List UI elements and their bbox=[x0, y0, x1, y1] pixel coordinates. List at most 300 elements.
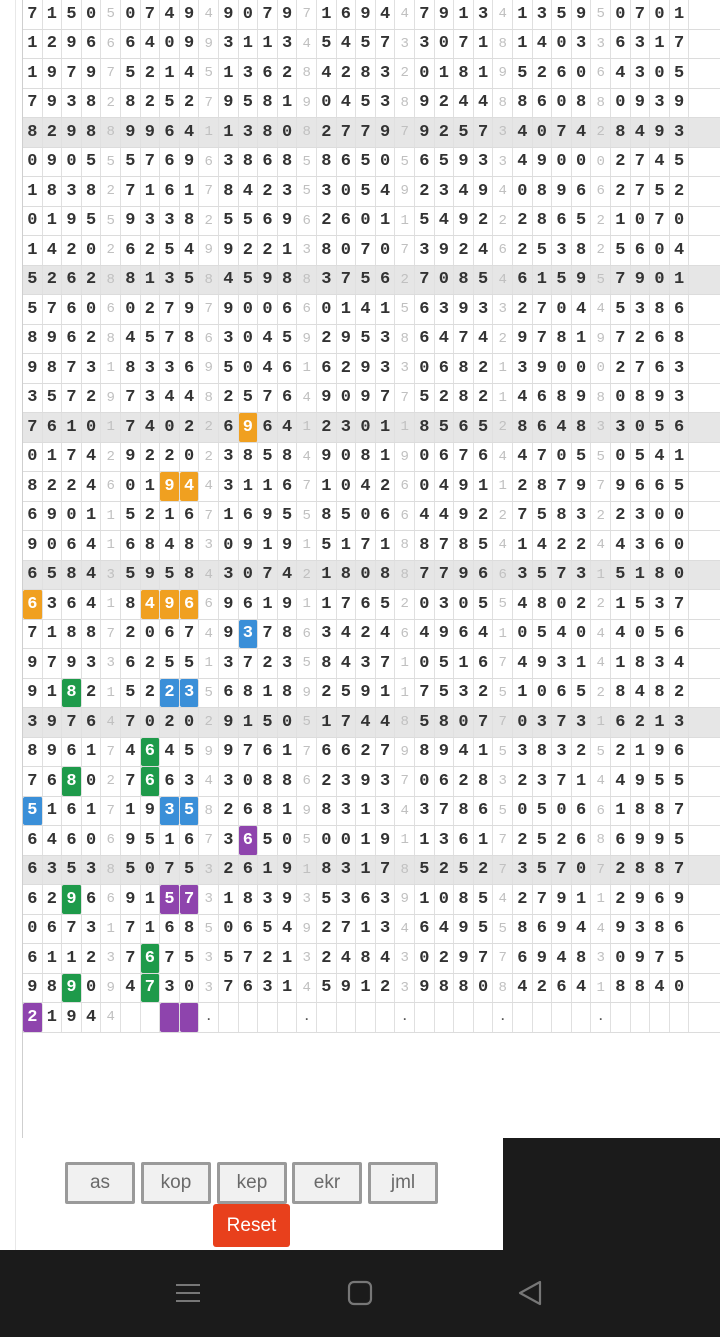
grid-cell[interactable]: 8 bbox=[101, 325, 121, 354]
grid-cell[interactable]: 5 bbox=[43, 384, 63, 413]
grid-cell[interactable]: 0 bbox=[631, 413, 651, 442]
grid-cell[interactable]: 1 bbox=[121, 797, 141, 826]
grid-cell[interactable]: 7 bbox=[219, 974, 239, 1003]
grid-cell[interactable]: 6 bbox=[415, 915, 435, 944]
grid-cell[interactable]: 9 bbox=[493, 59, 513, 88]
grid-cell[interactable]: 3 bbox=[199, 974, 219, 1003]
grid-cell[interactable]: 5 bbox=[670, 767, 690, 796]
grid-cell[interactable]: 5 bbox=[493, 915, 513, 944]
grid-cell[interactable]: 8 bbox=[395, 89, 415, 118]
grid-cell[interactable]: 9 bbox=[278, 0, 298, 29]
grid-cell[interactable]: 3 bbox=[199, 885, 219, 914]
grid-cell[interactable]: 2 bbox=[572, 590, 592, 619]
grid-cell[interactable]: 3 bbox=[258, 885, 278, 914]
grid-cell[interactable]: 9 bbox=[552, 177, 572, 206]
grid-cell[interactable]: 5 bbox=[454, 856, 474, 885]
grid-cell[interactable]: 4 bbox=[101, 1003, 121, 1032]
grid-cell[interactable]: 9 bbox=[199, 354, 219, 383]
grid-cell[interactable]: 0 bbox=[121, 295, 141, 324]
grid-cell[interactable]: 1 bbox=[415, 885, 435, 914]
grid-cell[interactable]: 2 bbox=[101, 236, 121, 265]
grid-cell[interactable]: 8 bbox=[219, 177, 239, 206]
grid-cell[interactable]: 8 bbox=[552, 384, 572, 413]
grid-cell[interactable]: 8 bbox=[552, 325, 572, 354]
grid-cell[interactable]: 7 bbox=[395, 236, 415, 265]
kep-button[interactable]: kep bbox=[217, 1162, 287, 1204]
grid-cell[interactable]: 1 bbox=[317, 708, 337, 737]
grid-cell[interactable]: 5 bbox=[631, 590, 651, 619]
grid-cell[interactable]: 2 bbox=[356, 738, 376, 767]
grid-cell[interactable]: 2 bbox=[317, 944, 337, 973]
grid-cell[interactable]: 1 bbox=[43, 797, 63, 826]
grid-cell[interactable]: 1 bbox=[395, 679, 415, 708]
grid-cell[interactable]: 1 bbox=[356, 797, 376, 826]
grid-cell[interactable]: 4 bbox=[278, 561, 298, 590]
grid-cell[interactable]: 0 bbox=[474, 974, 494, 1003]
grid-cell[interactable]: 5 bbox=[474, 413, 494, 442]
grid-cell[interactable]: 5 bbox=[591, 738, 611, 767]
grid-cell[interactable]: 9 bbox=[219, 620, 239, 649]
grid-cell[interactable]: 1 bbox=[376, 413, 396, 442]
grid-cell[interactable]: 5 bbox=[572, 679, 592, 708]
grid-cell[interactable]: 2 bbox=[435, 384, 455, 413]
grid-cell[interactable]: 1 bbox=[395, 207, 415, 236]
grid-cell[interactable]: 6 bbox=[101, 30, 121, 59]
grid-cell[interactable]: 2 bbox=[141, 295, 161, 324]
grid-cell[interactable]: 7 bbox=[62, 59, 82, 88]
grid-cell[interactable]: 3 bbox=[101, 944, 121, 973]
grid-cell[interactable]: 8 bbox=[121, 266, 141, 295]
grid-cell[interactable]: 4 bbox=[611, 59, 631, 88]
grid-cell[interactable]: 4 bbox=[376, 708, 396, 737]
grid-cell[interactable]: 5 bbox=[297, 649, 317, 678]
grid-cell[interactable]: 2 bbox=[160, 679, 180, 708]
grid-cell[interactable]: 1 bbox=[435, 59, 455, 88]
grid-cell[interactable]: 4 bbox=[631, 679, 651, 708]
grid-cell[interactable]: 6 bbox=[101, 885, 121, 914]
grid-cell[interactable]: 0 bbox=[415, 59, 435, 88]
grid-cell[interactable]: 3 bbox=[631, 30, 651, 59]
grid-cell[interactable]: 7 bbox=[23, 620, 43, 649]
grid-cell[interactable]: 4 bbox=[454, 89, 474, 118]
grid-cell[interactable]: 2 bbox=[591, 236, 611, 265]
grid-cell[interactable]: 7 bbox=[141, 974, 161, 1003]
grid-cell[interactable]: 1 bbox=[317, 561, 337, 590]
grid-cell[interactable]: 0 bbox=[415, 472, 435, 501]
grid-cell[interactable]: 8 bbox=[533, 590, 553, 619]
grid-cell[interactable]: 8 bbox=[297, 118, 317, 147]
grid-cell[interactable]: 7 bbox=[199, 177, 219, 206]
grid-cell[interactable]: 3 bbox=[670, 354, 690, 383]
grid-cell[interactable]: 1 bbox=[199, 649, 219, 678]
grid-cell[interactable] bbox=[454, 1003, 474, 1032]
grid-cell[interactable]: 5 bbox=[180, 797, 200, 826]
grid-cell[interactable]: 3 bbox=[395, 30, 415, 59]
grid-cell[interactable]: 8 bbox=[533, 472, 553, 501]
grid-cell[interactable]: 5 bbox=[239, 266, 259, 295]
grid-cell[interactable]: 6 bbox=[572, 797, 592, 826]
grid-cell[interactable]: 5 bbox=[670, 472, 690, 501]
grid-cell[interactable]: 8 bbox=[415, 738, 435, 767]
grid-cell[interactable]: 9 bbox=[121, 443, 141, 472]
grid-cell[interactable]: 5 bbox=[533, 561, 553, 590]
grid-cell[interactable]: 6 bbox=[23, 885, 43, 914]
grid-cell[interactable]: . bbox=[297, 1003, 317, 1032]
grid-cell[interactable]: 8 bbox=[258, 797, 278, 826]
grid-cell[interactable]: 2 bbox=[141, 236, 161, 265]
grid-cell[interactable]: 7 bbox=[141, 0, 161, 29]
grid-cell[interactable]: 4 bbox=[395, 915, 415, 944]
grid-cell[interactable]: 8 bbox=[454, 531, 474, 560]
grid-cell[interactable]: 0 bbox=[572, 59, 592, 88]
grid-cell[interactable]: 8 bbox=[23, 325, 43, 354]
grid-cell[interactable]: 9 bbox=[43, 89, 63, 118]
grid-cell[interactable]: 0 bbox=[160, 30, 180, 59]
grid-cell[interactable]: 9 bbox=[572, 472, 592, 501]
grid-cell[interactable]: 6 bbox=[101, 295, 121, 324]
grid-cell[interactable]: 5 bbox=[121, 679, 141, 708]
grid-cell[interactable]: 3 bbox=[533, 708, 553, 737]
grid-cell[interactable]: 4 bbox=[337, 620, 357, 649]
grid-cell[interactable]: 4 bbox=[297, 384, 317, 413]
grid-cell[interactable]: 3 bbox=[376, 767, 396, 796]
grid-cell[interactable]: 9 bbox=[533, 944, 553, 973]
grid-cell[interactable]: 8 bbox=[356, 944, 376, 973]
grid-cell[interactable]: 1 bbox=[101, 531, 121, 560]
grid-cell[interactable]: 4 bbox=[611, 620, 631, 649]
grid-cell[interactable]: 6 bbox=[572, 826, 592, 855]
grid-cell[interactable]: 2 bbox=[376, 472, 396, 501]
grid-cell[interactable]: 2 bbox=[670, 679, 690, 708]
grid-cell[interactable]: 6 bbox=[415, 148, 435, 177]
grid-cell[interactable]: 6 bbox=[395, 472, 415, 501]
grid-cell[interactable]: 6 bbox=[611, 826, 631, 855]
grid-cell[interactable]: 6 bbox=[121, 531, 141, 560]
grid-cell[interactable]: 8 bbox=[650, 295, 670, 324]
grid-cell[interactable]: 9 bbox=[23, 354, 43, 383]
grid-cell[interactable]: 3 bbox=[297, 236, 317, 265]
grid-cell[interactable]: 9 bbox=[62, 1003, 82, 1032]
grid-cell[interactable]: 2 bbox=[513, 472, 533, 501]
grid-cell[interactable]: 0 bbox=[611, 384, 631, 413]
grid-cell[interactable]: 2 bbox=[611, 354, 631, 383]
grid-cell[interactable]: 5 bbox=[121, 856, 141, 885]
grid-cell[interactable]: 3 bbox=[199, 531, 219, 560]
grid-cell[interactable]: 4 bbox=[513, 974, 533, 1003]
grid-cell[interactable]: 3 bbox=[395, 944, 415, 973]
grid-cell[interactable]: 3 bbox=[160, 797, 180, 826]
grid-cell[interactable]: 7 bbox=[650, 207, 670, 236]
grid-cell[interactable]: . bbox=[591, 1003, 611, 1032]
grid-cell[interactable]: 8 bbox=[317, 856, 337, 885]
grid-cell[interactable]: 6 bbox=[239, 590, 259, 619]
grid-cell[interactable]: 8 bbox=[650, 856, 670, 885]
grid-cell[interactable]: 5 bbox=[180, 738, 200, 767]
grid-cell[interactable]: 1 bbox=[591, 885, 611, 914]
grid-cell[interactable]: 5 bbox=[219, 944, 239, 973]
grid-cell[interactable]: 6 bbox=[258, 148, 278, 177]
grid-cell[interactable]: 3 bbox=[160, 207, 180, 236]
grid-cell[interactable]: 1 bbox=[297, 354, 317, 383]
grid-cell[interactable]: 3 bbox=[376, 89, 396, 118]
grid-cell[interactable]: 7 bbox=[415, 266, 435, 295]
grid-cell[interactable]: 0 bbox=[552, 30, 572, 59]
grid-cell[interactable]: 2 bbox=[474, 207, 494, 236]
grid-cell[interactable]: 8 bbox=[631, 797, 651, 826]
grid-cell[interactable]: 6 bbox=[258, 207, 278, 236]
grid-cell[interactable]: 9 bbox=[631, 89, 651, 118]
grid-cell[interactable]: 3 bbox=[631, 59, 651, 88]
grid-cell[interactable]: 6 bbox=[395, 502, 415, 531]
grid-cell[interactable]: 5 bbox=[297, 177, 317, 206]
grid-cell[interactable]: 6 bbox=[611, 30, 631, 59]
grid-cell[interactable]: 8 bbox=[317, 649, 337, 678]
grid-cell[interactable]: 4 bbox=[533, 531, 553, 560]
grid-cell[interactable]: 6 bbox=[199, 590, 219, 619]
grid-cell[interactable]: 9 bbox=[356, 384, 376, 413]
grid-cell[interactable]: 2 bbox=[101, 177, 121, 206]
grid-cell[interactable]: 2 bbox=[317, 679, 337, 708]
grid-cell[interactable]: 4 bbox=[591, 649, 611, 678]
grid-cell[interactable]: 6 bbox=[435, 354, 455, 383]
grid-cell[interactable]: 8 bbox=[454, 885, 474, 914]
grid-cell[interactable]: 0 bbox=[180, 974, 200, 1003]
grid-cell[interactable]: 9 bbox=[631, 266, 651, 295]
grid-cell[interactable]: 5 bbox=[533, 826, 553, 855]
grid-cell[interactable]: 8 bbox=[180, 207, 200, 236]
grid-cell[interactable]: 7 bbox=[395, 384, 415, 413]
grid-cell[interactable]: 4 bbox=[474, 89, 494, 118]
grid-cell[interactable]: 4 bbox=[297, 974, 317, 1003]
grid-cell[interactable]: 9 bbox=[219, 708, 239, 737]
grid-cell[interactable]: 4 bbox=[297, 443, 317, 472]
grid-cell[interactable]: 0 bbox=[376, 236, 396, 265]
grid-cell[interactable]: 6 bbox=[278, 354, 298, 383]
grid-cell[interactable]: 3 bbox=[219, 443, 239, 472]
grid-cell[interactable]: 5 bbox=[435, 413, 455, 442]
grid-cell[interactable]: 7 bbox=[552, 767, 572, 796]
grid-cell[interactable]: 1 bbox=[572, 325, 592, 354]
grid-cell[interactable]: 6 bbox=[43, 413, 63, 442]
grid-cell[interactable]: 8 bbox=[435, 974, 455, 1003]
grid-cell[interactable]: 4 bbox=[101, 708, 121, 737]
grid-cell[interactable]: 3 bbox=[513, 738, 533, 767]
grid-cell[interactable]: 5 bbox=[258, 915, 278, 944]
grid-cell[interactable]: 3 bbox=[591, 413, 611, 442]
grid-cell[interactable]: . bbox=[493, 1003, 513, 1032]
grid-cell[interactable]: 1 bbox=[356, 974, 376, 1003]
grid-cell[interactable]: 9 bbox=[572, 0, 592, 29]
grid-cell[interactable]: 4 bbox=[435, 207, 455, 236]
grid-cell[interactable]: 8 bbox=[101, 266, 121, 295]
grid-cell[interactable]: 8 bbox=[82, 620, 102, 649]
grid-cell[interactable]: 0 bbox=[533, 679, 553, 708]
grid-cell[interactable]: 8 bbox=[43, 177, 63, 206]
grid-cell[interactable]: 6 bbox=[258, 59, 278, 88]
grid-cell[interactable]: 1 bbox=[258, 679, 278, 708]
grid-cell[interactable]: 3 bbox=[552, 649, 572, 678]
grid-cell[interactable]: 2 bbox=[533, 974, 553, 1003]
grid-cell[interactable]: 2 bbox=[611, 148, 631, 177]
grid-cell[interactable]: 1 bbox=[631, 738, 651, 767]
grid-cell[interactable]: 4 bbox=[474, 325, 494, 354]
grid-cell[interactable]: 8 bbox=[278, 767, 298, 796]
grid-cell[interactable]: 2 bbox=[317, 118, 337, 147]
grid-cell[interactable]: 3 bbox=[435, 295, 455, 324]
grid-cell[interactable]: 4 bbox=[493, 0, 513, 29]
grid-cell[interactable]: 4 bbox=[337, 649, 357, 678]
grid-cell[interactable]: 9 bbox=[395, 885, 415, 914]
grid-cell[interactable] bbox=[219, 1003, 239, 1032]
grid-cell[interactable]: 5 bbox=[356, 266, 376, 295]
grid-cell[interactable]: 6 bbox=[121, 649, 141, 678]
grid-cell[interactable]: 5 bbox=[533, 797, 553, 826]
grid-cell[interactable]: 6 bbox=[415, 295, 435, 324]
grid-cell[interactable]: 8 bbox=[23, 738, 43, 767]
grid-cell[interactable]: 3 bbox=[572, 30, 592, 59]
grid-cell[interactable]: 2 bbox=[219, 856, 239, 885]
grid-cell[interactable]: 9 bbox=[650, 738, 670, 767]
grid-cell[interactable]: 0 bbox=[650, 0, 670, 29]
grid-cell[interactable]: 9 bbox=[62, 974, 82, 1003]
grid-cell[interactable]: 5 bbox=[650, 767, 670, 796]
grid-cell[interactable]: 0 bbox=[278, 826, 298, 855]
grid-cell[interactable] bbox=[356, 1003, 376, 1032]
grid-cell[interactable]: 3 bbox=[82, 856, 102, 885]
square-home-icon[interactable] bbox=[336, 1276, 384, 1310]
grid-cell[interactable]: 1 bbox=[611, 590, 631, 619]
grid-cell[interactable]: 1 bbox=[82, 502, 102, 531]
grid-cell[interactable]: 7 bbox=[552, 561, 572, 590]
grid-cell[interactable]: 3 bbox=[317, 266, 337, 295]
grid-cell[interactable]: 6 bbox=[552, 679, 572, 708]
grid-cell[interactable]: 9 bbox=[62, 885, 82, 914]
grid-cell[interactable]: 3 bbox=[160, 266, 180, 295]
grid-cell[interactable]: 0 bbox=[611, 944, 631, 973]
grid-cell[interactable]: 3 bbox=[82, 915, 102, 944]
grid-cell[interactable]: 8 bbox=[239, 885, 259, 914]
grid-cell[interactable]: 6 bbox=[278, 472, 298, 501]
grid-cell[interactable]: 0 bbox=[278, 118, 298, 147]
grid-cell[interactable]: 3 bbox=[435, 590, 455, 619]
grid-cell[interactable]: 2 bbox=[101, 443, 121, 472]
grid-cell[interactable]: 5 bbox=[180, 856, 200, 885]
reset-button[interactable]: Reset bbox=[213, 1204, 290, 1247]
grid-cell[interactable]: 5 bbox=[160, 89, 180, 118]
grid-cell[interactable]: 2 bbox=[474, 354, 494, 383]
grid-cell[interactable]: 7 bbox=[611, 266, 631, 295]
grid-cell[interactable]: 9 bbox=[219, 590, 239, 619]
grid-cell[interactable]: 5 bbox=[435, 679, 455, 708]
grid-cell[interactable]: 4 bbox=[141, 30, 161, 59]
grid-cell[interactable]: 7 bbox=[121, 413, 141, 442]
grid-cell[interactable]: 7 bbox=[121, 177, 141, 206]
grid-cell[interactable]: 1 bbox=[670, 0, 690, 29]
grid-cell[interactable]: 9 bbox=[454, 561, 474, 590]
grid-cell[interactable]: 8 bbox=[317, 797, 337, 826]
grid-cell[interactable]: 7 bbox=[376, 856, 396, 885]
grid-cell[interactable]: 0 bbox=[611, 0, 631, 29]
grid-cell[interactable]: 5 bbox=[239, 207, 259, 236]
grid-cell[interactable]: 7 bbox=[356, 236, 376, 265]
grid-cell[interactable]: 9 bbox=[631, 885, 651, 914]
grid-cell[interactable]: 7 bbox=[435, 531, 455, 560]
grid-cell[interactable]: 5 bbox=[552, 266, 572, 295]
grid-cell[interactable]: 8 bbox=[395, 561, 415, 590]
grid-cell[interactable]: 6 bbox=[650, 325, 670, 354]
grid-cell[interactable]: 4 bbox=[356, 708, 376, 737]
grid-cell[interactable]: 1 bbox=[356, 826, 376, 855]
grid-cell[interactable]: 6 bbox=[670, 620, 690, 649]
grid-cell[interactable]: 0 bbox=[591, 354, 611, 383]
grid-cell[interactable]: 7 bbox=[474, 118, 494, 147]
grid-cell[interactable]: 5 bbox=[611, 295, 631, 324]
grid-cell[interactable]: 5 bbox=[552, 0, 572, 29]
grid-cell[interactable]: 3 bbox=[219, 30, 239, 59]
grid-cell[interactable]: 1 bbox=[454, 649, 474, 678]
grid-cell[interactable]: 6 bbox=[376, 502, 396, 531]
grid-cell[interactable]: 6 bbox=[337, 738, 357, 767]
grid-cell[interactable]: 3 bbox=[297, 944, 317, 973]
grid-cell[interactable]: 6 bbox=[297, 620, 317, 649]
grid-cell[interactable]: 0 bbox=[415, 590, 435, 619]
grid-cell[interactable]: 4 bbox=[180, 118, 200, 147]
grid-cell[interactable]: 9 bbox=[62, 30, 82, 59]
grid-cell[interactable]: 6 bbox=[356, 885, 376, 914]
grid-cell[interactable]: 0 bbox=[141, 856, 161, 885]
grid-cell[interactable]: 6 bbox=[199, 325, 219, 354]
grid-cell[interactable]: 9 bbox=[650, 826, 670, 855]
grid-cell[interactable] bbox=[160, 1003, 180, 1032]
grid-cell[interactable]: 4 bbox=[356, 295, 376, 324]
grid-cell[interactable]: 5 bbox=[611, 561, 631, 590]
grid-cell[interactable]: 9 bbox=[337, 974, 357, 1003]
grid-cell[interactable]: 4 bbox=[454, 738, 474, 767]
grid-cell[interactable]: 7 bbox=[180, 885, 200, 914]
grid-cell[interactable]: 5 bbox=[219, 354, 239, 383]
grid-cell[interactable]: 0 bbox=[356, 561, 376, 590]
grid-cell[interactable]: 9 bbox=[552, 885, 572, 914]
grid-cell[interactable]: 1 bbox=[611, 207, 631, 236]
grid-cell[interactable]: 6 bbox=[474, 561, 494, 590]
grid-cell[interactable]: 9 bbox=[356, 0, 376, 29]
grid-cell[interactable]: 8 bbox=[611, 679, 631, 708]
grid-cell[interactable]: 9 bbox=[121, 118, 141, 147]
grid-cell[interactable]: 1 bbox=[297, 590, 317, 619]
grid-cell[interactable]: 4 bbox=[435, 915, 455, 944]
grid-cell[interactable]: 8 bbox=[611, 974, 631, 1003]
grid-cell[interactable] bbox=[376, 1003, 396, 1032]
grid-cell[interactable]: 2 bbox=[631, 325, 651, 354]
grid-cell[interactable]: 2 bbox=[239, 236, 259, 265]
grid-cell[interactable]: 5 bbox=[180, 266, 200, 295]
grid-cell[interactable]: 5 bbox=[356, 325, 376, 354]
grid-cell[interactable]: 3 bbox=[474, 148, 494, 177]
grid-cell[interactable]: 2 bbox=[572, 738, 592, 767]
grid-cell[interactable]: 5 bbox=[121, 148, 141, 177]
grid-cell[interactable]: 4 bbox=[337, 944, 357, 973]
grid-cell[interactable]: 8 bbox=[62, 767, 82, 796]
grid-cell[interactable]: 1 bbox=[141, 472, 161, 501]
grid-cell[interactable]: 6 bbox=[121, 30, 141, 59]
grid-cell[interactable]: 3 bbox=[572, 502, 592, 531]
grid-cell[interactable]: 3 bbox=[180, 679, 200, 708]
grid-cell[interactable]: 3 bbox=[493, 767, 513, 796]
grid-cell[interactable]: 8 bbox=[454, 266, 474, 295]
grid-cell[interactable]: 2 bbox=[395, 266, 415, 295]
grid-cell[interactable]: 7 bbox=[199, 826, 219, 855]
grid-cell[interactable]: 2 bbox=[631, 708, 651, 737]
